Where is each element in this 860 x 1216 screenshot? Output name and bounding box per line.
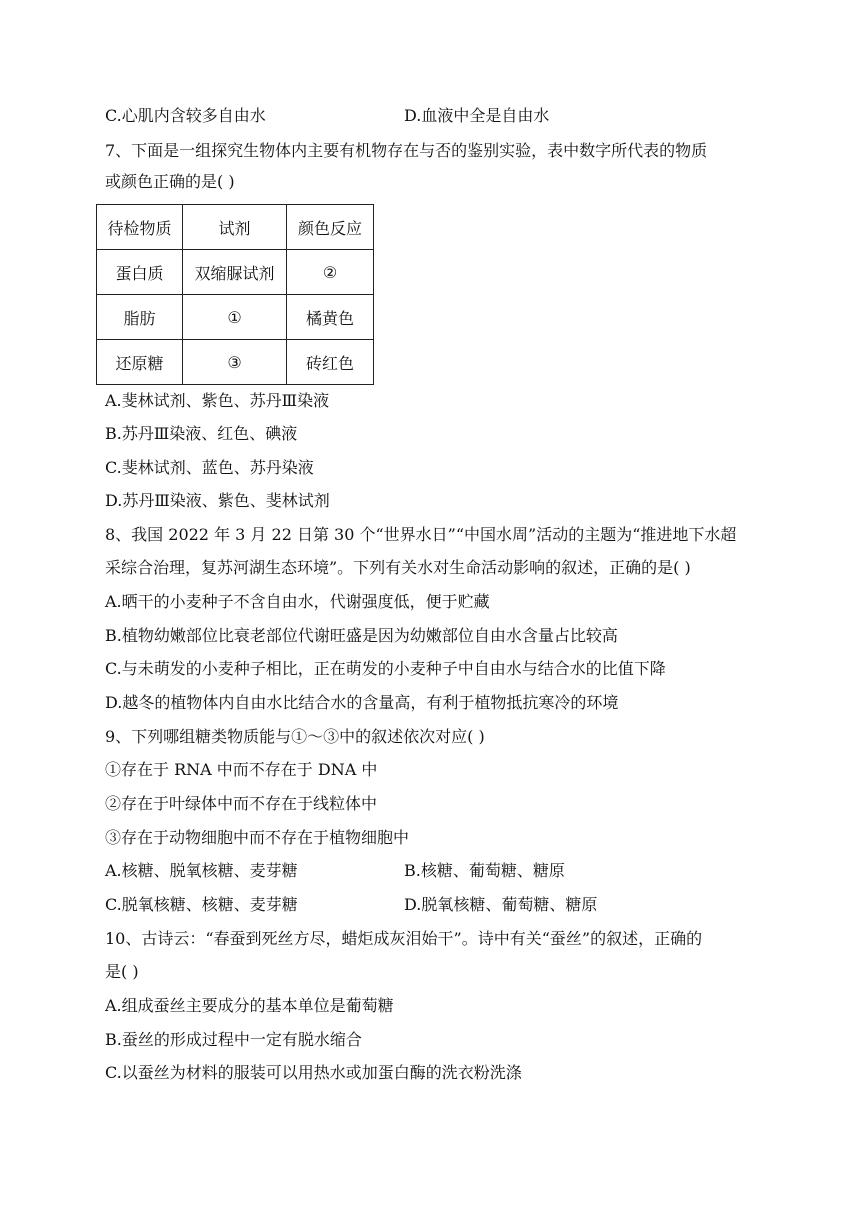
q7-table [96, 204, 374, 385]
q9-options-row-2 [105, 895, 598, 915]
table-cell: ③ [183, 340, 287, 385]
q6-option-d: D.血液中全是自由水 [404, 106, 550, 125]
table-cell: ① [183, 295, 287, 340]
table-cell: 砖红色 [287, 340, 374, 385]
q6-option-c: C.心肌内含较多自由水 [105, 106, 266, 125]
q8-option-a: A.晒干的小麦种子不含自由水，代谢强度低，便于贮藏 [105, 592, 490, 611]
table-header-cell: 试剂 [183, 205, 287, 250]
table-header-cell: 颜色反应 [287, 205, 374, 250]
table-cell: 脂肪 [97, 295, 183, 340]
q9-statement-3: ③存在于动物细胞中而不存在于植物细胞中 [105, 828, 410, 847]
table-row [97, 340, 374, 385]
q7-option-b: B.苏丹Ⅲ染液、红色、碘液 [105, 424, 298, 443]
q9-option-d: D.脱氧核糖、葡萄糖、糖原 [404, 895, 598, 914]
table-row [97, 250, 374, 295]
table-row [97, 295, 374, 340]
q7-option-a: A.斐林试剂、紫色、苏丹Ⅲ染液 [105, 391, 330, 410]
q8-stem-line1: 8、我国 2022 年 3 月 22 日第 30 个“世界水日”“中国水周”活动的主题为“推进地下水超 [105, 525, 737, 544]
q9-statement-1: ①存在于 RNA 中而不存在于 DNA 中 [105, 760, 378, 779]
q8-option-c: C.与未萌发的小麦种子相比，正在萌发的小麦种子中自由水与结合水的比值下降 [105, 659, 666, 678]
q10-option-b: B.蚕丝的形成过程中一定有脱水缩合 [105, 1030, 362, 1049]
q7-stem-line1: 7、下面是一组探究生物体内主要有机物存在与否的鉴别实验，表中数字所代表的物质 [105, 141, 708, 160]
q8-option-b: B.植物幼嫩部位比衰老部位代谢旺盛是因为幼嫩部位自由水含量占比较高 [105, 626, 618, 645]
q9-option-a: A.核糖、脱氧核糖、麦芽糖 [105, 861, 298, 880]
q10-stem-line1: 10、古诗云：“春蚕到死丝方尽，蜡炬成灰泪始干”。诗中有关“蚕丝”的叙述，正确的 [105, 929, 703, 948]
q7-option-c: C.斐林试剂、蓝色、苏丹染液 [105, 458, 314, 477]
q7-stem-line2: 或颜色正确的是( ) [105, 172, 235, 191]
table-cell: 蛋白质 [97, 250, 183, 295]
table-cell: 橘黄色 [287, 295, 374, 340]
q8-option-d: D.越冬的植物体内自由水比结合水的含量高，有利于植物抵抗寒冷的环境 [105, 693, 619, 712]
q10-option-c: C.以蚕丝为材料的服装可以用热水或加蛋白酶的洗衣粉洗涤 [105, 1063, 522, 1082]
q7-option-d: D.苏丹Ⅲ染液、紫色、斐林试剂 [105, 491, 330, 510]
q9-stem: 9、下列哪组糖类物质能与①～③中的叙述依次对应( ) [105, 727, 485, 746]
table-cell: 双缩脲试剂 [183, 250, 287, 295]
table-header-row [97, 205, 374, 250]
q9-option-c: C.脱氧核糖、核糖、麦芽糖 [105, 895, 298, 914]
q10-option-a: A.组成蚕丝主要成分的基本单位是葡萄糖 [105, 996, 394, 1015]
table-cell: ② [287, 250, 374, 295]
q8-stem-line2: 采综合治理，复苏河湖生态环境”。下列有关水对生命活动影响的叙述，正确的是( ) [105, 558, 691, 577]
q9-option-b: B.核糖、葡萄糖、糖原 [404, 861, 565, 880]
q6-options-row [105, 106, 550, 126]
q10-stem-line2: 是( ) [105, 962, 139, 981]
q9-statement-2: ②存在于叶绿体中而不存在于线粒体中 [105, 794, 378, 813]
table-header-cell: 待检物质 [97, 205, 183, 250]
table-cell: 还原糖 [97, 340, 183, 385]
q9-options-row-1 [105, 861, 565, 881]
